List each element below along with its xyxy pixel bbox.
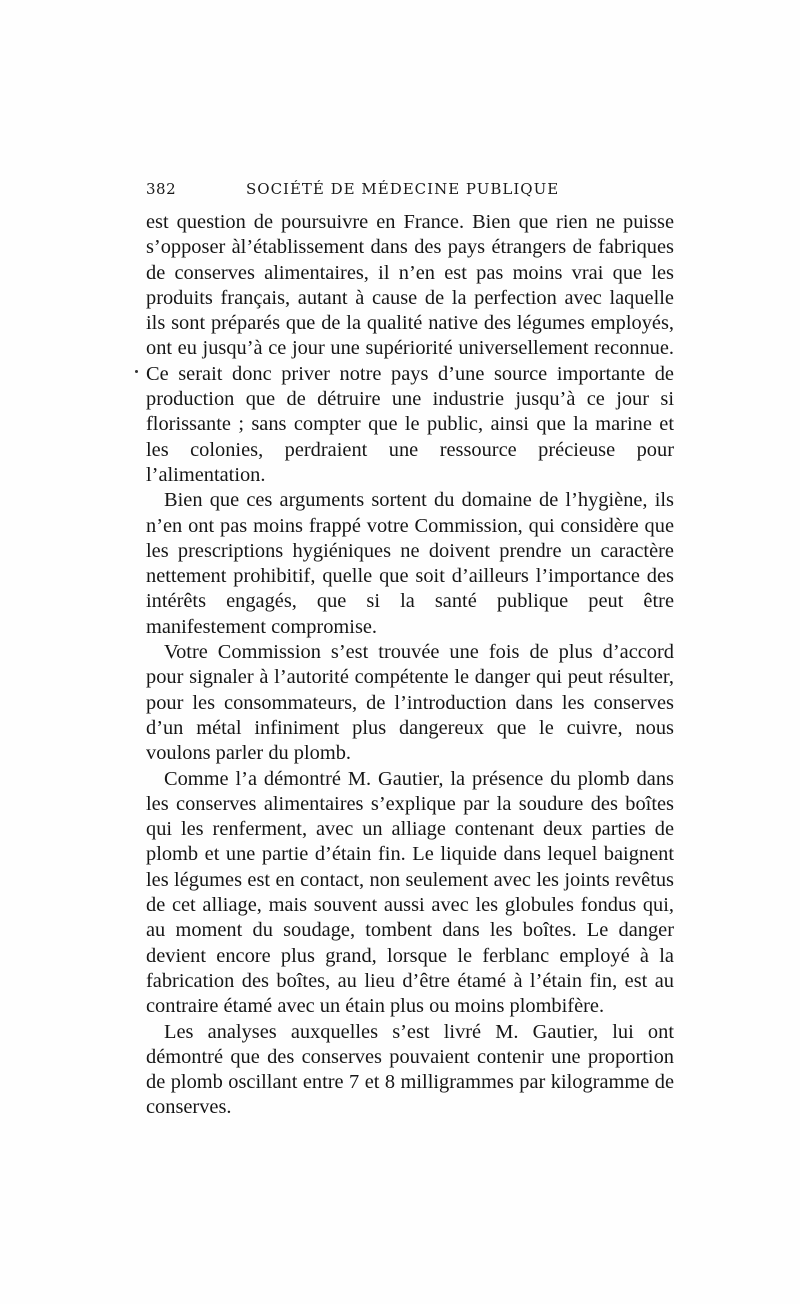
page-number: 382	[146, 180, 177, 198]
running-title: SOCIÉTÉ DE MÉDECINE PUBLIQUE	[246, 180, 560, 198]
paragraph-5: Les analyses auxquelles s’est livré M. Gautier, lui ont démontré que des conserves pouvaient contenir une proportion de plomb oscillant entre 7 et 8 milligrammes par kilogramme de conserves.	[146, 1020, 674, 1119]
print-speck	[135, 370, 138, 373]
paragraph-1: est question de poursuivre en France. Bien que rien ne puisse s’opposer àl’établissement dans des pays étrangers de fabriques de conserves alimentaires, il n’en est pas moins vrai que les produits français, autant à cause de la perfection avec laquelle ils sont préparés que de la qualité native des légumes employés, ont eu jusqu’à ce jour une supériorité universellement reconnue. Ce serait donc priver notre pays d’une source importante de production que de détruire une industrie jusqu’à ce jour si florissante ; sans compter que le public, ainsi que la marine et les colonies, perdraient une ressource précieuse pour l’alimentation.	[146, 211, 674, 486]
paragraph-4: Comme l’a démontré M. Gautier, la présence du plomb dans les conserves alimentaires s’explique par la soudure des boîtes qui les renferment, avec un alliage contenant deux parties de plomb et une partie d’étain fin. Le liquide dans lequel baignent les légumes est en contact, non seulement avec les joints revêtus de cet alliage, mais souvent aussi avec les globules fondus qui, au moment du soudage, tombent dans les boîtes. Le danger devient encore plus grand, lorsque le ferblanc employé à la fabrication des boîtes, au lieu d’être étamé à l’étain fin, est au contraire étamé avec un étain plus ou moins plombifère.	[146, 767, 674, 1018]
paragraph-2: Bien que ces arguments sortent du domaine de l’hygiène, ils n’en ont pas moins frappé votre Commission, qui considère que les prescriptions hygiéniques ne doivent prendre un caractère nettement prohibitif, quelle que soit d’ailleurs l’importance des intérêts engagés, que si la santé publique peut être manifestement compromise.	[146, 489, 674, 638]
page-header	[146, 180, 668, 204]
body-text	[146, 210, 674, 1121]
paragraph-3: Votre Commission s’est trouvée une fois de plus d’accord pour signaler à l’autorité compétente le danger qui peut résulter, pour les consommateurs, de l’introduction dans les conserves d’un métal infiniment plus dangereux que le cuivre, nous voulons parler du plomb.	[146, 641, 674, 765]
